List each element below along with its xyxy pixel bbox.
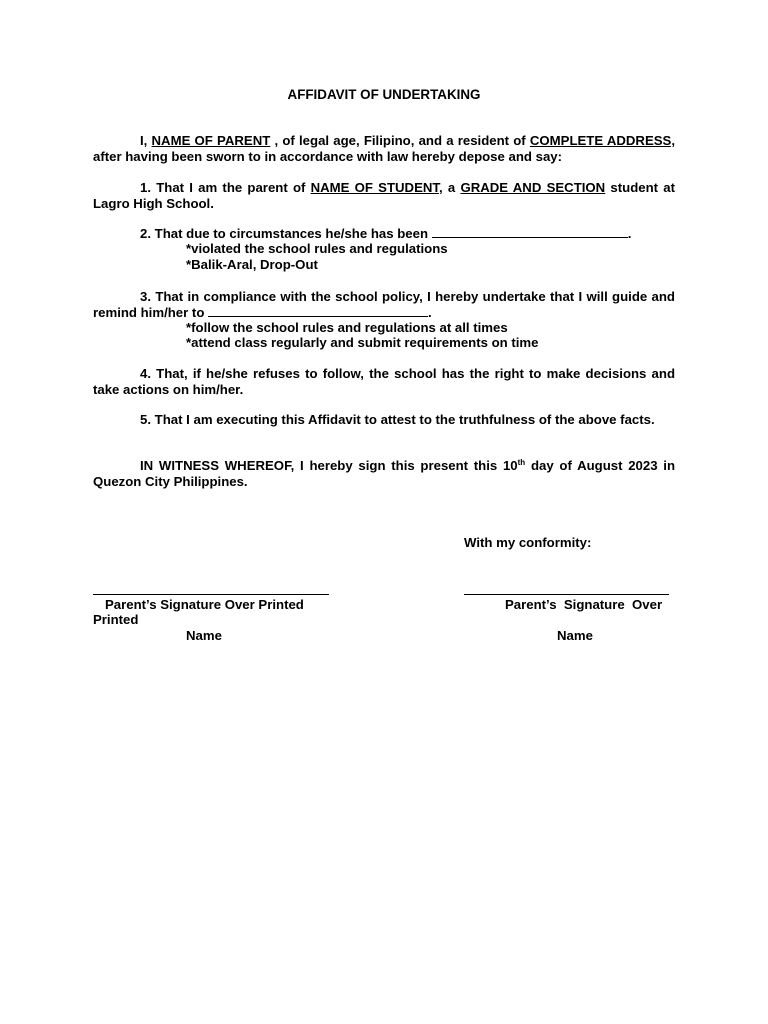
item-2-lead: 2. That due to circumstances he/she has been xyxy=(140,226,429,241)
item-1-lead: 1. That I am the parent of xyxy=(140,180,306,195)
complete-address-placeholder: COMPLETE ADDRESS, xyxy=(529,133,676,148)
document-title: AFFIDAVIT OF UNDERTAKING xyxy=(287,87,481,102)
item-3-option: *attend class regularly and submit requirements on time xyxy=(186,335,539,350)
left-signature-name-label: Name xyxy=(186,628,222,643)
item-2-blank-line xyxy=(432,226,628,238)
item-3-lead: 3. That in compliance with the school policy, I hereby undertake that I will guide and remind him/her to xyxy=(93,289,675,320)
left-signature-line xyxy=(93,594,329,595)
intro-middle: , of legal age, Filipino, and a resident of xyxy=(274,133,526,148)
item-5-paragraph: 5. That I am executing this Affidavit to attest to the truthfulness of the above facts. xyxy=(140,412,655,427)
right-signature-name-label: Name xyxy=(557,628,593,643)
item-3-paragraph xyxy=(93,289,675,320)
item-1-tail: student at Lagro High School. xyxy=(93,180,675,211)
item-2-end: . xyxy=(627,226,632,241)
item-3-end: . xyxy=(428,304,432,320)
item-3-option: *follow the school rules and regulations at all times xyxy=(186,320,508,335)
right-signature-line xyxy=(464,594,669,595)
grade-and-section-placeholder: GRADE AND SECTION xyxy=(460,180,606,195)
item-3-blank-line xyxy=(208,305,428,317)
item-2-paragraph xyxy=(93,226,675,242)
left-signature-caption: Parent’s Signature Over Printed xyxy=(105,597,304,612)
item-2-option: *violated the school rules and regulations xyxy=(186,241,448,256)
right-signature-caption: Parent’s Signature Over xyxy=(505,597,663,612)
name-of-student-placeholder: NAME OF STUDENT xyxy=(310,180,439,195)
name-of-parent-placeholder: NAME OF PARENT xyxy=(151,133,271,148)
witness-paragraph xyxy=(93,458,675,489)
item-4-paragraph: 4. That, if he/she refuses to follow, the school has the right to make decisions and take actions on him/her. xyxy=(93,366,675,397)
item-2-option: *Balik-Aral, Drop-Out xyxy=(186,257,318,272)
left-signature-caption-wrap: Printed xyxy=(93,612,139,627)
witness-lead: IN WITNESS WHEREOF, I hereby sign this present this 10 xyxy=(140,458,518,473)
conformity-label: With my conformity: xyxy=(464,535,592,550)
intro-tail: after having been sworn to in accordance with law hereby depose and say: xyxy=(93,148,563,164)
intro-paragraph xyxy=(93,133,675,164)
item-1-mid: , a xyxy=(439,180,456,195)
witness-tail: day of August 2023 in Quezon City Philippines. xyxy=(93,458,676,489)
item-1-paragraph xyxy=(93,180,675,211)
intro-i: I, xyxy=(140,133,148,148)
witness-ordinal-suffix: th xyxy=(517,458,526,467)
